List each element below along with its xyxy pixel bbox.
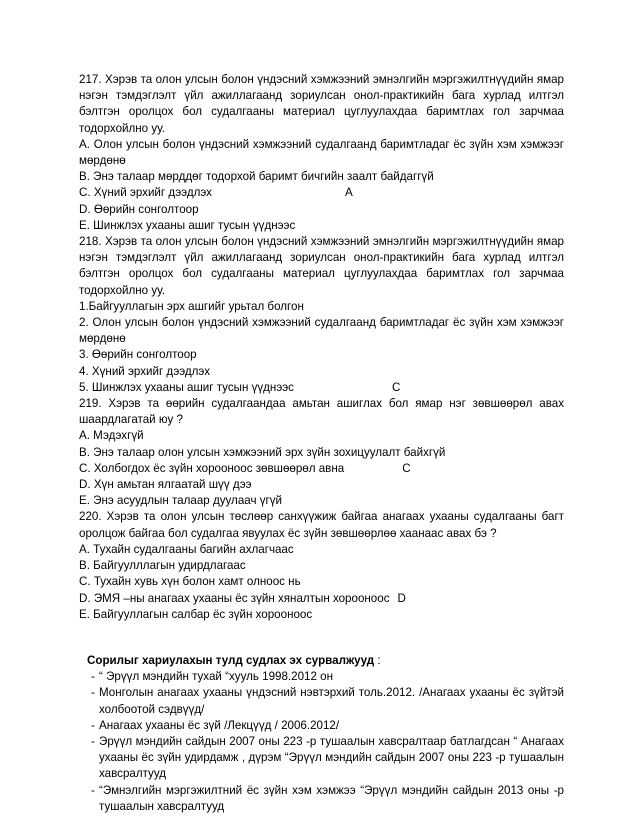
reference-item [79, 718, 564, 734]
question-218 [79, 234, 564, 396]
reference-item [79, 734, 564, 783]
list-dash: - [91, 734, 95, 748]
option-a: А. Мэдэхгүй [79, 429, 144, 443]
option-4: 4. Хүний эрхийг дээдлэх [79, 364, 211, 378]
reference-text: “Эмнэлгийн мэргэжилтний ёс зүйн хэм хэмжээ “Эрүүл мэндийн сайдын 2013 оны -р тушаалын хавсралтууд [99, 783, 564, 813]
reference-text: “ Эрүүл мэндийн тухай “хууль 1998.2012 он [99, 670, 334, 684]
references-section [79, 653, 564, 815]
option-e: Е. Байгууллагын салбар ёс зүйн хорооноос [79, 607, 313, 621]
reference-text: Монголын анагаах ухааны үндэсний нэвтэрхий толь.2012. /Анагаах ухааны ёс зүйтэй холбоотой сэдвүүд/ [99, 686, 564, 716]
option-d [79, 591, 564, 607]
option-d-text: D. ЭМЯ –ны анагаах ухааны ёс зүйн хяналтын хорооноос [79, 591, 390, 605]
option-e: Е. Шинжлэх ухааны ашиг тусын үүднээс [79, 218, 296, 232]
option-5-text: 5. Шинжлэх ухааны ашиг тусын үүднээс [79, 380, 294, 394]
option-b: В. Энэ талаар мөрддөг тодорхой баримт бичгийн заалт байдаггүй [79, 170, 434, 184]
option-d: D. Өөрийн сонголтоор [79, 202, 199, 216]
references-title [87, 653, 564, 669]
question-219 [79, 396, 564, 509]
answer-mark: D [397, 591, 406, 605]
option-b: В. Энэ талаар олон улсын хэмжээний эрх зүйн зохицуулалт байхгүй [79, 445, 446, 459]
option-c [79, 185, 564, 201]
question-stem: 218. Хэрэв та олон улсын болон үндэсний хэмжээний эмнэлгийн мэргэжилтнүүдийн ямар нэгэн тэмдэглэлт үйл ажиллагаанд зориулсан онол-практикийн бага хурлад илтгэл бэлтгэн оролцох бол судалгааны материал цуглуулахдаа баримтлах гол зарчмаа тодорхойлно уу. [79, 235, 564, 297]
option-2: 2. Олон улсын болон үндэсний хэмжээний судалгаанд баримтладаг ёс зүйн хэм хэмжээг мөрдөнө [79, 316, 564, 346]
option-e: Е. Энэ асуудлын талаар дуулаач үгүй [79, 494, 283, 508]
reference-text: Анагаах ухааны ёс зүй /Лекцүүд / 2006.2012/ [99, 718, 340, 732]
option-d: D. Хүн амьтан ялгаатай шүү дээ [79, 478, 252, 492]
option-c [79, 461, 564, 477]
question-stem: 217. Хэрэв та олон улсын болон үндэсний хэмжээний эмнэлгийн мэргэжилтнүүдийн ямар нэгэн тэмдэглэлт үйл ажиллагаанд зориулсан онол-практикийн бага хурлад илтгэл бэлтгэн оролцох бол судалгааны материал цуглуулахдаа баримтлах гол зарчмаа тодорхойлно уу. [79, 73, 564, 135]
answer-mark: С [391, 380, 401, 394]
question-220 [79, 509, 564, 622]
option-a: А. Олон улсын болон үндэсний хэмжээний судалгаанд баримтладаг ёс зүйн хэм хэмжээг мөрдөнө [79, 137, 564, 168]
option-1: 1.Байгууллагын эрх ашгийг урьтал болгон [79, 299, 304, 313]
list-dash: - [91, 718, 95, 732]
reference-item [79, 685, 564, 717]
answer-mark: С [402, 461, 411, 475]
reference-text: Эрүүл мэндийн сайдын 2007 оны 223 -р тушаалын хавсралтаар батлагдсан “ Анагаах ухааны ёс зүйн удирдамж , дүрэм “Эрүүл мэндийн сайдын 2007 оны 223 -р тушаалын хавсралтууд [99, 734, 564, 781]
option-b: В. Байгуулллагын удирдлагаас [79, 559, 246, 573]
option-c-text: С. Хүний эрхийг дээдлэх [79, 186, 212, 200]
option-3: 3. Өөрийн сонголтоор [79, 348, 197, 362]
option-c: С. Тухайн хувь хүн болон хамт олноос нь [79, 575, 301, 589]
references-title-colon: : [374, 653, 381, 667]
question-217 [79, 72, 564, 234]
option-5 [79, 380, 564, 396]
list-dash: - [91, 686, 95, 700]
document-page [79, 72, 564, 815]
references-title-text: Сорилыг хариулахын тулд судлах эх сурвалжууд [87, 653, 375, 667]
option-a: А. Тухайн судалгааны багийн ахлагчаас [79, 542, 294, 556]
list-dash: - [91, 670, 95, 684]
option-c-text: С. Холбогдох ёс зүйн хорооноос зөвшөөрөл авна [79, 461, 345, 475]
question-stem: 219. Хэрэв та өөрийн судалгаандаа амьтан ашиглах бол ямар нэг зөвшөөрөл авах шаардлагатай юу ? [79, 397, 564, 427]
answer-mark: А [344, 186, 353, 200]
reference-item [79, 669, 564, 685]
reference-item [79, 783, 564, 815]
list-dash: - [91, 783, 95, 797]
question-stem: 220. Хэрэв та олон улсын төслөөр санхүүжиж байгаа анагаах ухааны судалгааны багт оролцож байгаа бол судалгаа явуулах ёс зүйн зөвшөөрлөө хаанаас авах бэ ? [79, 510, 564, 540]
